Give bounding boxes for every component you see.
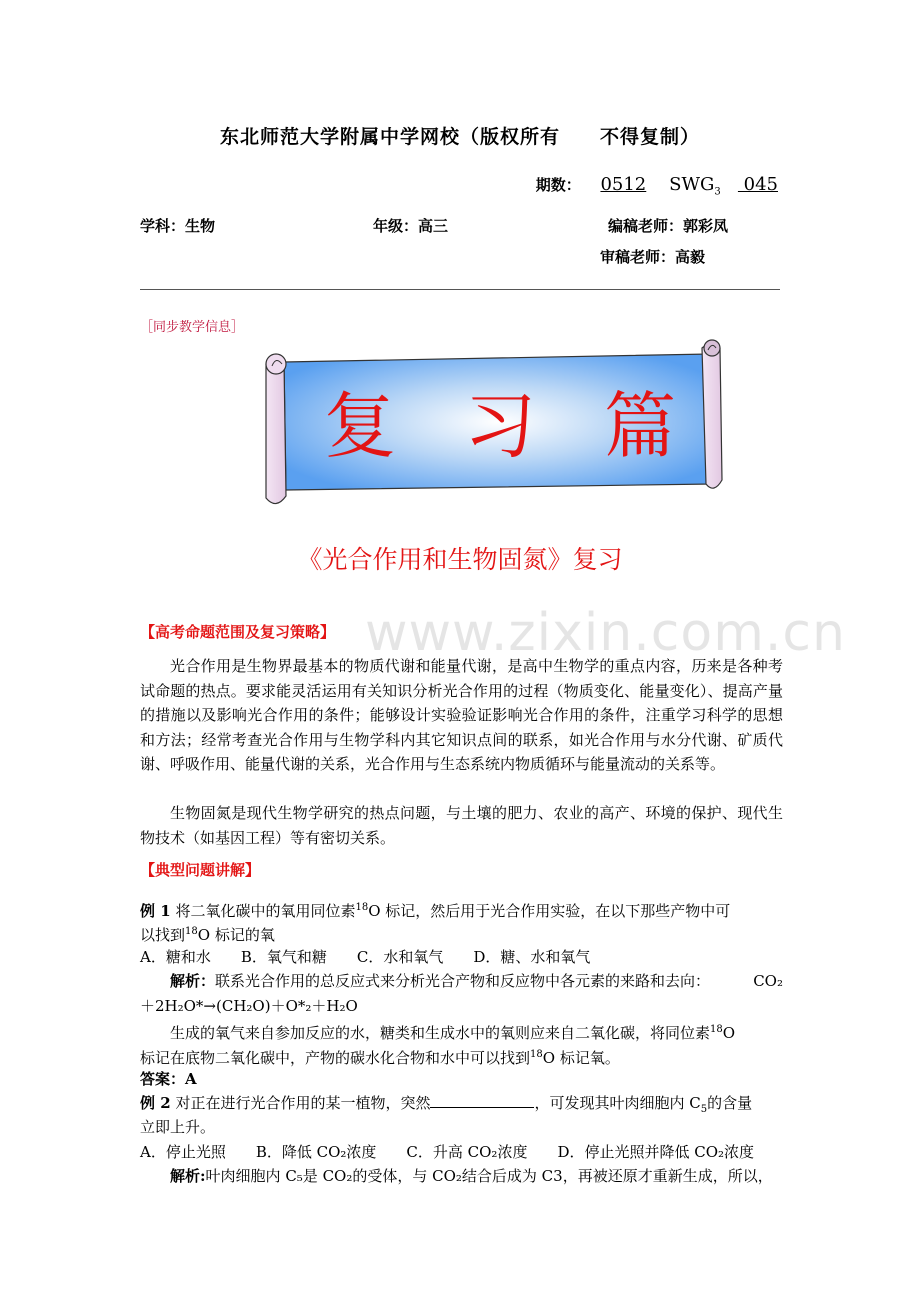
banner-char-3: 篇 <box>603 384 676 468</box>
subject-field: 学科：生物 <box>140 217 216 235</box>
sync-teaching-label: ［同步教学信息］ <box>140 320 245 335</box>
banner-char-2: 习 <box>463 384 536 468</box>
issue-number: 045 <box>737 174 778 195</box>
issue-line <box>536 174 778 198</box>
paragraph-photosynthesis: 光合作用是生物界最基本的物质代谢和能量代谢，是高中生物学的重点内容，历来是各种考试命题的热点。要求能灵活运用有关知识分析光合作用的过程（物质变化、能量变化）、提高产量的措施以及影响光合作用的条件；能够设计实验验证影响光合作用的条件，注重学习科学的思想和方法；经常考查光合作用与生物学科内其它知识点间的联系，如光合作用与水分代谢、矿质代谢、呼吸作用、能量代谢的关系，光合作用与生态系统内物质循环与能量流动的关系等。 <box>140 657 783 773</box>
banner-text <box>290 368 710 472</box>
issue-series-sub: 3 <box>714 186 721 198</box>
example-1-analysis-line2: 生成的氧气来自参加反应的水，糖类和生成水中的氧则应来自二氧化碳，将同位素$^{18}$O <box>170 1024 736 1042</box>
example-1-options: A．糖和水 B．氧气和糖 C．水和氧气 D．糖、水和氧气 <box>140 948 591 966</box>
example-1-question-line1: 例 1 将二氧化碳中的氧用同位素$^{18}$O 标记，然后用于光合作用实验，在以下那些产物中可 <box>140 902 731 920</box>
grade-field: 年级：高三 <box>373 217 449 235</box>
example-1-answer: 答案：A <box>140 1070 197 1088</box>
section-title-scope: 【高考命题范围及复习策略】 <box>140 623 336 641</box>
watermark: www.zixin.com.cn <box>365 603 846 663</box>
section-title-problems: 【典型问题讲解】 <box>140 861 261 879</box>
header-divider <box>140 289 780 290</box>
reviewer-field: 审稿老师：高毅 <box>600 248 706 266</box>
document-title: 《光合作用和生物固氮》复习 <box>297 545 623 574</box>
issue-series <box>669 174 778 198</box>
issue-code: 0512 <box>600 174 647 195</box>
example-1-equation: ＋2H₂O*→(CH₂O)＋O*₂＋H₂O <box>140 997 358 1015</box>
editor-field: 编稿老师：郭彩凤 <box>608 217 729 235</box>
paragraph-nitrogen-fixation: 生物固氮是现代生物学研究的热点问题，与土壤的肥力、农业的高产、环境的保护、现代生物技术（如基因工程）等有密切关系。 <box>140 804 783 847</box>
example-2-question-line2: 立即上升。 <box>140 1118 216 1136</box>
example-2-analysis: 解析:叶肉细胞内 C₅是 CO₂的受体，与 CO₂结合后成为 C3，再被还原才重新生成，所以， <box>170 1167 773 1185</box>
example-1-analysis-line3: 标记在底物二氧化碳中，产物的碳水化合物和水中可以找到$^{18}$O 标记氧。 <box>140 1049 620 1067</box>
example-1-question-line2: 以找到$^{18}$O 标记的氧 <box>140 926 275 944</box>
issue-label: 期数： <box>535 176 581 194</box>
example-2-question-line1: 例 2 对正在进行光合作用的某一植物，突然 ，可发现其叶肉细胞内 $C_5$的含量 <box>140 1094 753 1115</box>
school-title: 东北师范大学附属中学网校（版权所有 不得复制） <box>219 126 700 148</box>
answer-blank[interactable] <box>430 1093 534 1108</box>
example-2-options: A．停止光照 B．降低 CO₂浓度 C．升高 CO₂浓度 D．停止光照并降低 CO₂浓度 <box>140 1143 755 1161</box>
example-1-analysis-line1: 解析：联系光合作用的总反应式来分析光合产物和反应物中各元素的来路和去向： CO₂ <box>170 972 783 990</box>
banner-char-1: 复 <box>323 384 396 468</box>
issue-series-prefix: SWG <box>669 174 715 195</box>
